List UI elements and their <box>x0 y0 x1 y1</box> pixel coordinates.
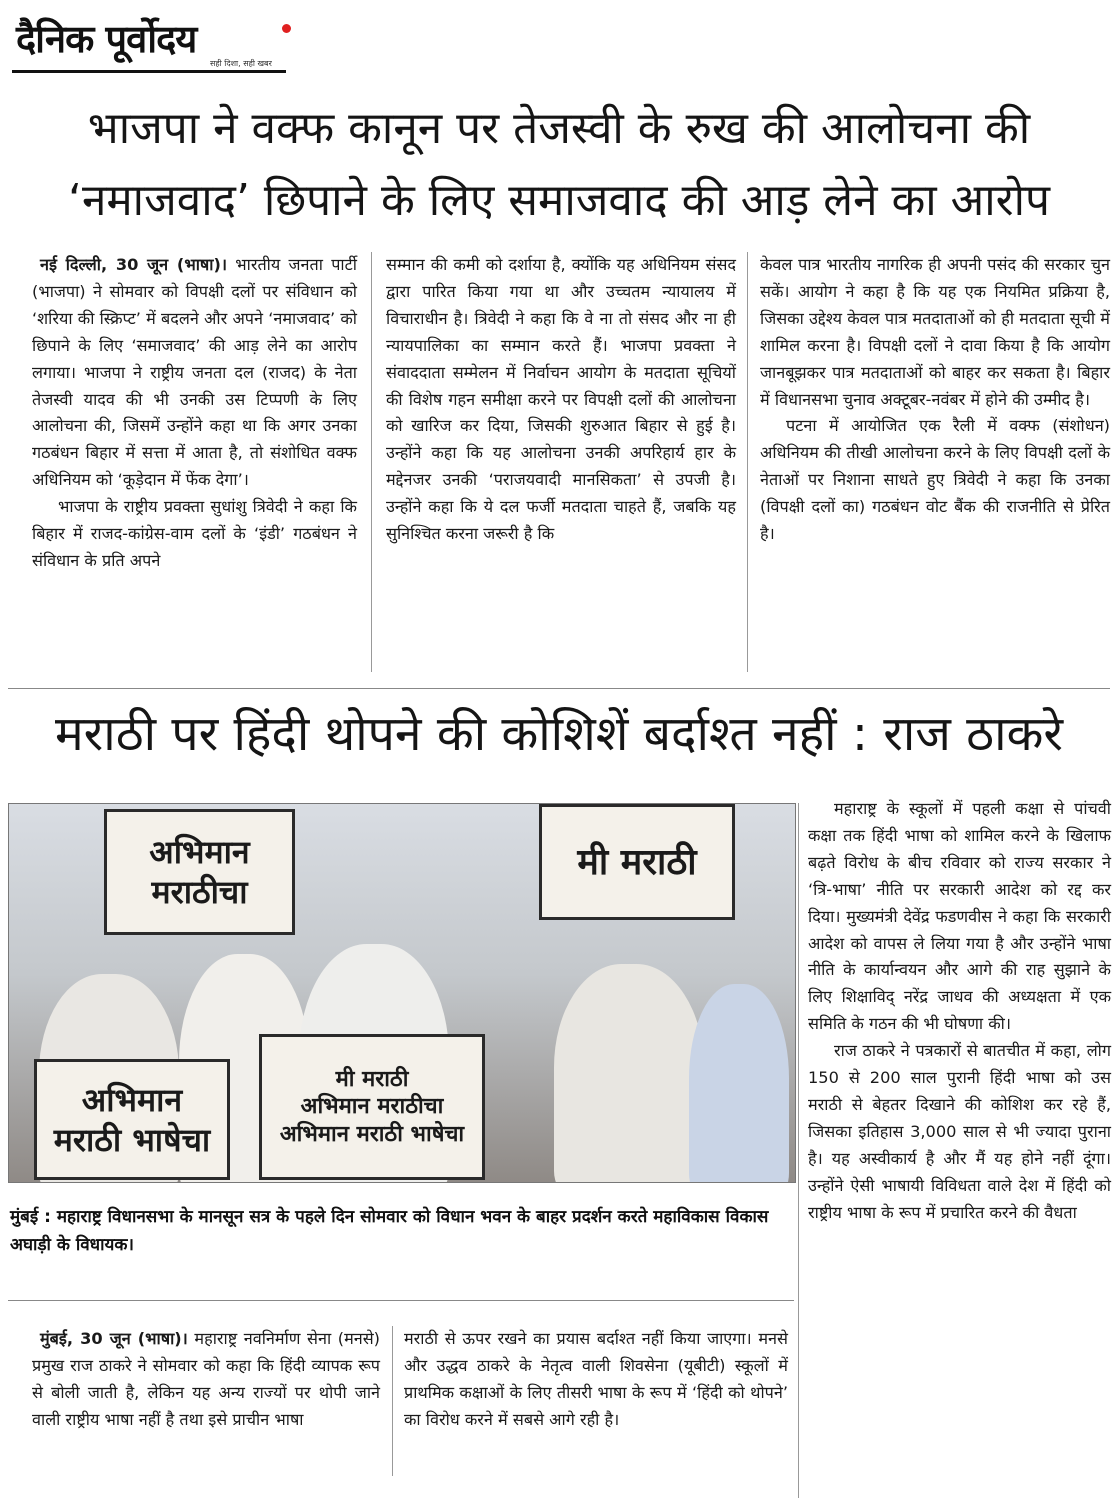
story1-col2-para1: सम्मान की कमी को दर्शाया है, क्योंकि यह अधिनियम संसद द्वारा पारित किया गया था और उच्चतम न्यायालय में विचाराधीन है। त्रिवेदी ने कहा कि वे ना तो संसद और ना ही न्यायपालिका का सम्मान करते हैं। भाजपा प्रवक्ता ने संवाददाता सम्मेलन में निर्वाचन आयोग के मतदाता सूचियों की विशेष गहन समीक्षा करने पर विपक्षी दलों की आलोचना को खारिज कर दिया, जिसकी शुरुआत बिहार से हुई है। उन्होंने कहा कि यह आलोचना उनकी अपरिहार्य हार के मद्देनजर उनकी ‘पराजयवादी मानसिकता’ से उपजी है। उन्होंने कहा कि ये दल फर्जी मतदाता चाहते हैं, जबकि यह सुनिश्चित करना जरूरी है कि <box>386 255 736 544</box>
protest-sign <box>539 804 735 920</box>
protest-sign <box>34 1059 230 1180</box>
story1-headline-line2: ‘नमाजवाद’ छिपाने के लिए समाजवाद की आड़ लेने का आरोप <box>67 175 1051 226</box>
sign-text: अभिमान <box>149 833 250 871</box>
story2-dateline: मुंबई, 30 जून (भाषा)। <box>40 1329 188 1348</box>
sign-text: मी मराठी <box>577 841 697 883</box>
story2-side-column <box>808 796 1111 1227</box>
story1-column-1 <box>32 252 357 575</box>
photo-caption: मुंबई : महाराष्ट्र विधानसभा के मानसून सत्र के पहले दिन सोमवार को विधान भवन के बाहर प्रदर्शन करते महाविकास विकास अघाड़ी के विधायक। <box>10 1207 769 1255</box>
protest-sign <box>104 809 295 935</box>
column-divider <box>392 1326 393 1476</box>
sign-text: मराठी भाषेचा <box>53 1120 211 1159</box>
logo-dot-icon <box>282 24 291 33</box>
sign-text: मी मराठी <box>335 1066 409 1092</box>
story2-bottom-column-1 <box>32 1326 380 1434</box>
newspaper-logo: दैनिक पूर्वोदय <box>16 17 197 61</box>
story1-dateline: नई दिल्ली, 30 जून (भाषा)। <box>40 255 227 274</box>
story2-bottom-col2-text: मराठी से ऊपर रखने का प्रयास बर्दाश्त नहीं किया जाएगा। मनसे और उद्धव ठाकरे के नेतृत्व वाली शिवसेना (यूबीटी) स्कूलों में प्राथमिक कक्षाओं के लिए तीसरी भाषा के रूप में ‘हिंदी को थोपने’ का विरोध करने में सबसे आगे रही है। <box>404 1329 788 1429</box>
story2-bottom-column-2 <box>404 1326 788 1434</box>
column-divider <box>798 803 799 1498</box>
story2-side-para2: राज ठाकरे ने पत्रकारों से बातचीत में कहा, लोग 150 से 200 साल पुरानी हिंदी भाषा को उस मराठी से बेहतर दिखाने की कोशिश कर रहे हैं, जिसका इतिहास 3,000 साल से भी ज्यादा पुराना है। यह अस्वीकार्य है और मैं यह होने नहीं दूंगा। उन्होंने ऐसी भाषायी विविधता वाले देश में हिंदी को राष्ट्रीय भाषा के रूप में प्रचारित करने की वैधता <box>808 1041 1111 1222</box>
masthead-tagline: सही दिशा, सही खबर <box>210 59 272 68</box>
person-figure <box>689 984 789 1183</box>
sign-text: मराठीचा <box>151 873 248 911</box>
story1-col3-para1: केवल पात्र भारतीय नागरिक ही अपनी पसंद की सरकार चुन सकें। आयोग ने कहा है कि यह एक नियमित प्रक्रिया है, जिसका उद्देश्य केवल पात्र मतदाताओं को ही मतदाता सूची में शामिल करना है। विपक्षी दलों ने दावा किया है कि आयोग जानबूझकर पात्र मतदाताओं को बाहर कर सकता है। बिहार में विधानसभा चुनाव अक्टूबर-नवंबर में होने की उम्मीद है। <box>760 255 1110 409</box>
story1-col1-para1: भारतीय जनता पार्टी (भाजपा) ने सोमवार को विपक्षी दलों पर संविधान को ‘शरिया की स्क्रिप्ट’ में बदलने और अपने ‘नमाजवाद’ को छिपाने के लिए ‘समाजवाद’ की आड़ लेने का आरोप लगाया। भाजपा ने राष्ट्रीय जनता दल (राजद) के नेता तेजस्वी यादव की भी उनकी उस टिप्पणी के लिए आलोचना की, जिसमें उन्होंने कहा था कि अगर उनका गठबंधन बिहार में सत्ता में आता है, तो संशोधित वक्फ अधिनियम को ‘कूड़ेदान में फेंक देगा’। <box>32 255 357 490</box>
sign-text: अभिमान मराठीचा <box>300 1094 444 1120</box>
story1-col3-para2: पटना में आयोजित एक रैली में वक्फ (संशोधन) अधिनियम की तीखी आलोचना करने के लिए विपक्षी दलों के नेताओं पर निशाना साधते हुए त्रिवेदी ने कहा कि उनका (विपक्षी दलों का) गठबंधन वोट बैंक की राजनीति से प्रेरित है। <box>760 416 1110 544</box>
section-divider <box>8 688 1110 689</box>
story1-column-2 <box>386 252 736 548</box>
column-divider <box>371 252 372 672</box>
sign-text: अभिमान <box>81 1080 183 1119</box>
protest-sign <box>259 1034 485 1180</box>
column-divider <box>747 252 748 672</box>
masthead-rule <box>12 70 286 73</box>
story2-side-para1: महाराष्ट्र के स्कूलों में पहली कक्षा से पांचवी कक्षा तक हिंदी भाषा को शामिल करने के खिलाफ बढ़ते विरोध के बीच रविवार को राज्य सरकार ने ‘त्रि-भाषा’ नीति पर सरकारी आदेश को रद्द कर दिया। मुख्यमंत्री देवेंद्र फडणवीस ने कहा कि सरकारी आदेश को वापस ले लिया गया है और उन्होंने भाषा नीति के कार्यान्वयन और आगे की राह सुझाने के लिए शिक्षाविद् नरेंद्र जाधव की अध्यक्षता में एक समिति के गठन की भी घोषणा की। <box>808 799 1111 1034</box>
story1-column-3 <box>760 252 1110 548</box>
story2-headline: मराठी पर हिंदी थोपने की कोशिशें बर्दाश्त नहीं : राज ठाकरे <box>54 706 1064 762</box>
person-figure <box>554 964 704 1183</box>
section-divider <box>8 1300 794 1301</box>
story2-bottom-col1-text: महाराष्ट्र नवनिर्माण सेना (मनसे) प्रमुख राज ठाकरे ने सोमवार को कहा कि हिंदी व्यापक रूप से बोली जाती है, लेकिन यह अन्य राज्यों पर थोपी जाने वाली राष्ट्रीय भाषा नहीं है तथा इसे प्राचीन भाषा <box>32 1329 380 1429</box>
sign-text: अभिमान मराठी भाषेचा <box>279 1121 465 1147</box>
masthead <box>12 6 312 76</box>
protest-photo <box>8 803 796 1183</box>
story1-col1-para2: भाजपा के राष्ट्रीय प्रवक्ता सुधांशु त्रिवेदी ने कहा कि बिहार में राजद-कांग्रेस-वाम दलों के ‘इंडी’ गठबंधन ने संविधान के प्रति अपने <box>32 497 357 570</box>
story1-headline-line1: भाजपा ने वक्फ कानून पर तेजस्वी के रुख की आलोचना की <box>87 103 1031 154</box>
